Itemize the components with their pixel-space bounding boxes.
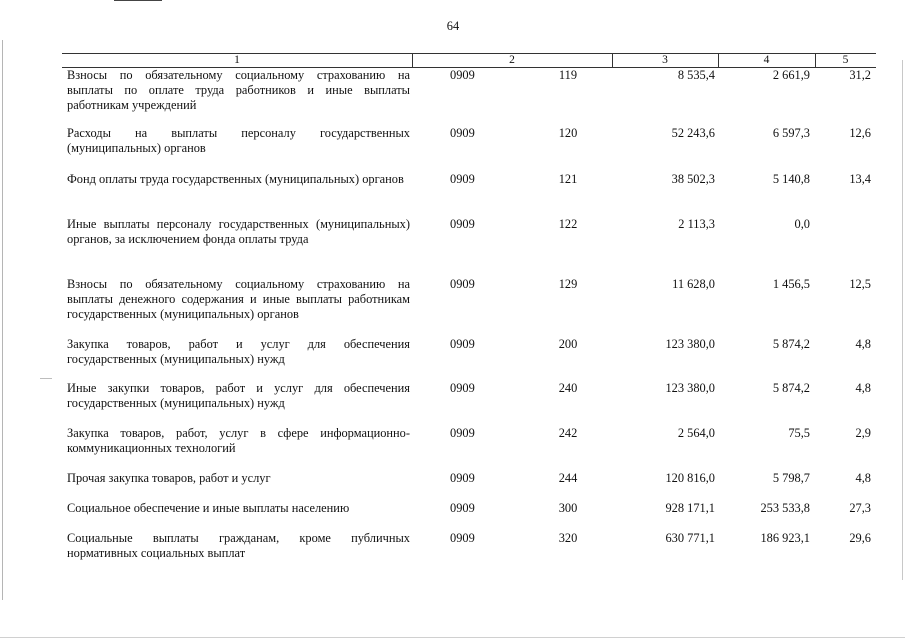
row-value-col5: 12,6 bbox=[849, 126, 871, 140]
row-value-col3: 123 380,0 bbox=[665, 337, 715, 351]
row-value-col4: 5 140,8 bbox=[772, 172, 810, 186]
row-value-col3: 38 502,3 bbox=[671, 172, 715, 186]
row-value-col4: 186 923,1 bbox=[760, 531, 810, 545]
row-section-code: 0909 bbox=[450, 68, 475, 82]
row-value-col4: 1 456,5 bbox=[772, 277, 810, 291]
row-description: Взносы по обязательному социальному страхованию на выплаты по оплате труда работников и иные выплаты работникам учреждений bbox=[67, 68, 410, 112]
header-col-1: 1 bbox=[234, 54, 240, 66]
row-value-col5: 12,5 bbox=[849, 277, 871, 291]
row-description: Социальное обеспечение и иные выплаты населению bbox=[67, 501, 350, 515]
row-value-col4: 0,0 bbox=[794, 217, 810, 231]
row-section-code: 0909 bbox=[450, 501, 475, 515]
row-value-col3: 52 243,6 bbox=[671, 126, 715, 140]
row-description: Закупка товаров, работ и услуг для обеспечения государственных (муниципальных) нужд bbox=[67, 337, 410, 366]
page-number: 64 bbox=[446, 19, 460, 33]
stray-scan-mark bbox=[40, 378, 52, 379]
row-expense-code: 244 bbox=[558, 471, 578, 485]
row-expense-code: 240 bbox=[558, 381, 578, 395]
row-value-col4: 75,5 bbox=[788, 426, 810, 440]
row-value-col4: 5 798,7 bbox=[772, 471, 810, 485]
row-value-col3: 123 380,0 bbox=[665, 381, 715, 395]
row-value-col5: 4,8 bbox=[855, 471, 871, 485]
row-description: Взносы по обязательному социальному страхованию на выплаты денежного содержания и иные выплаты работникам государственных (муниципальных) органов bbox=[67, 277, 410, 321]
row-description: Прочая закупка товаров, работ и услуг bbox=[67, 471, 271, 485]
row-expense-code: 119 bbox=[558, 68, 578, 82]
left-scan-edge bbox=[2, 40, 3, 600]
row-value-col3: 928 171,1 bbox=[665, 501, 715, 515]
header-col-2: 2 bbox=[509, 54, 515, 66]
row-description: Иные выплаты персоналу государственных (муниципальных) органов, за исключением фонда оплаты труда bbox=[67, 217, 410, 246]
row-value-col3: 8 535,4 bbox=[677, 68, 715, 82]
header-col-4: 4 bbox=[763, 54, 770, 66]
row-value-col3: 630 771,1 bbox=[665, 531, 715, 545]
row-section-code: 0909 bbox=[450, 531, 475, 545]
row-value-col4: 5 874,2 bbox=[772, 337, 810, 351]
row-expense-code: 200 bbox=[558, 337, 578, 351]
row-value-col3: 2 113,3 bbox=[678, 217, 715, 231]
bottom-scan-edge bbox=[0, 637, 905, 638]
header-col-3: 3 bbox=[662, 54, 668, 66]
row-expense-code: 300 bbox=[558, 501, 578, 515]
top-scan-rule bbox=[114, 0, 162, 1]
row-value-col3: 120 816,0 bbox=[665, 471, 715, 485]
row-value-col4: 253 533,8 bbox=[760, 501, 810, 515]
header-col-5: 5 bbox=[842, 54, 849, 66]
row-expense-code: 320 bbox=[558, 531, 578, 545]
row-section-code: 0909 bbox=[450, 277, 475, 291]
row-value-col5: 13,4 bbox=[849, 172, 871, 186]
row-section-code: 0909 bbox=[450, 172, 475, 186]
row-section-code: 0909 bbox=[450, 337, 475, 351]
row-value-col5: 29,6 bbox=[849, 531, 871, 545]
row-expense-code: 121 bbox=[558, 172, 578, 186]
row-expense-code: 120 bbox=[558, 126, 578, 140]
row-value-col5: 4,8 bbox=[855, 381, 871, 395]
right-scan-edge bbox=[902, 60, 903, 580]
row-value-col5: 2,9 bbox=[855, 426, 871, 440]
row-value-col4: 2 661,9 bbox=[772, 68, 810, 82]
row-section-code: 0909 bbox=[450, 217, 475, 231]
row-value-col5: 27,3 bbox=[849, 501, 871, 515]
row-section-code: 0909 bbox=[450, 126, 475, 140]
row-description: Фонд оплаты труда государственных (муниципальных) органов bbox=[67, 172, 404, 186]
row-description: Закупка товаров, работ, услуг в сфере информационно-коммуникационных технологий bbox=[67, 426, 410, 455]
row-expense-code: 242 bbox=[558, 426, 578, 440]
row-value-col5: 4,8 bbox=[855, 337, 871, 351]
row-value-col3: 2 564,0 bbox=[677, 426, 715, 440]
row-description: Иные закупки товаров, работ и услуг для обеспечения государственных (муниципальных) нужд bbox=[67, 381, 410, 410]
row-value-col3: 11 628,0 bbox=[672, 277, 715, 291]
row-description: Расходы на выплаты персоналу государственных (муниципальных) органов bbox=[67, 126, 410, 155]
row-section-code: 0909 bbox=[450, 426, 475, 440]
row-value-col4: 5 874,2 bbox=[772, 381, 810, 395]
row-expense-code: 129 bbox=[558, 277, 578, 291]
row-value-col5: 31,2 bbox=[849, 68, 871, 82]
row-section-code: 0909 bbox=[450, 471, 475, 485]
row-section-code: 0909 bbox=[450, 381, 475, 395]
row-value-col4: 6 597,3 bbox=[772, 126, 810, 140]
row-expense-code: 122 bbox=[558, 217, 578, 231]
table-header bbox=[62, 53, 876, 68]
row-description: Социальные выплаты гражданам, кроме публичных нормативных социальных выплат bbox=[67, 531, 410, 560]
